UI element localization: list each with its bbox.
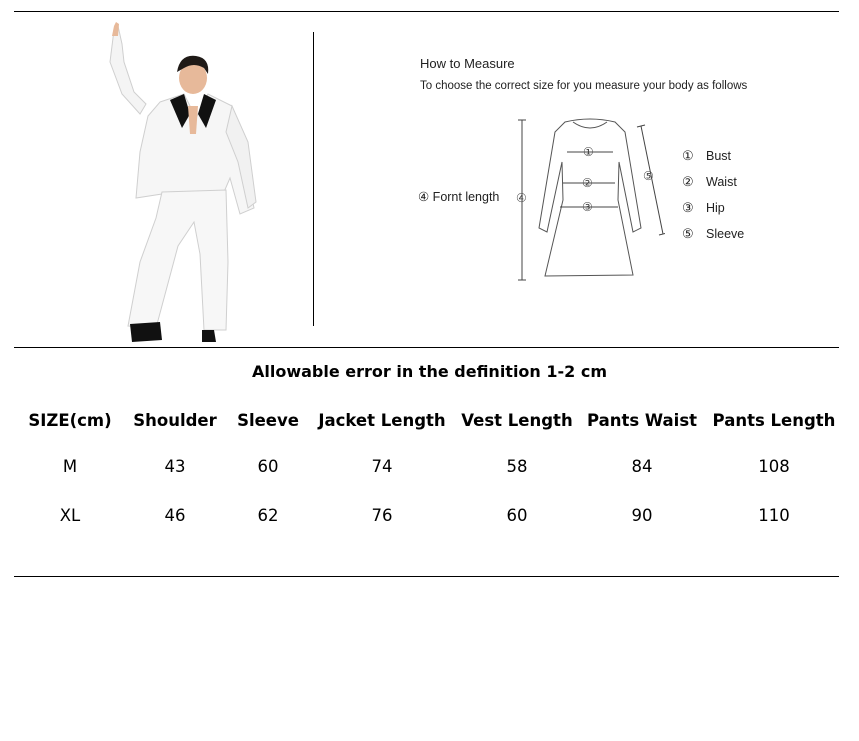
diagram-mark-3: ③ <box>582 200 593 214</box>
legend-item-bust: ① Bust <box>682 148 732 163</box>
cell-pants-waist: 84 <box>631 457 653 476</box>
diagram-mark-4: ④ <box>516 191 527 205</box>
top-divider <box>14 11 839 12</box>
cell-shoulder: 46 <box>164 506 186 525</box>
photo-divider <box>313 32 314 326</box>
header-vest-length: Vest Length <box>461 410 573 430</box>
cell-shoulder: 43 <box>164 457 186 476</box>
cell-pants-waist: 90 <box>631 506 653 525</box>
cell-vest-length: 60 <box>506 506 528 525</box>
cell-jacket-length: 74 <box>371 457 393 476</box>
cell-size: XL <box>59 506 81 525</box>
cell-sleeve: 60 <box>257 457 279 476</box>
header-jacket-length: Jacket Length <box>318 410 446 430</box>
measure-legend <box>682 143 744 247</box>
cell-vest-length: 58 <box>506 457 528 476</box>
cell-pants-length: 108 <box>758 457 790 476</box>
size-table-header <box>20 398 840 442</box>
bottom-divider <box>14 576 839 577</box>
legend-item-waist: ② Waist <box>682 174 737 189</box>
cell-size: M <box>62 457 78 476</box>
allowable-error-caption: Allowable error in the definition 1-2 cm <box>251 362 608 381</box>
dress-diagram <box>415 110 665 290</box>
cell-sleeve: 62 <box>257 506 279 525</box>
front-length-label: ④ Fornt length <box>418 190 500 204</box>
legend-item-sleeve: ⑤ Sleeve <box>682 226 745 241</box>
diagram-mark-5: ⑤ <box>643 169 654 183</box>
middle-divider <box>14 347 839 348</box>
size-table <box>20 398 840 540</box>
diagram-mark-2: ② <box>582 176 593 190</box>
measure-subtitle: To choose the correct size for you measure your body as follows <box>420 80 748 92</box>
header-size: SIZE(cm) <box>28 410 112 430</box>
costume-photo <box>100 22 270 347</box>
measure-title: How to Measure <box>420 56 515 71</box>
header-pants-waist: Pants Waist <box>586 410 698 430</box>
header-pants-length: Pants Length <box>712 410 836 430</box>
cell-jacket-length: 76 <box>371 506 393 525</box>
diagram-mark-1: ① <box>583 145 594 159</box>
cell-pants-length: 110 <box>758 506 790 525</box>
header-sleeve: Sleeve <box>237 410 299 430</box>
table-row <box>20 442 840 491</box>
table-row <box>20 491 840 540</box>
header-shoulder: Shoulder <box>133 410 217 430</box>
legend-item-hip: ③ Hip <box>682 200 725 215</box>
